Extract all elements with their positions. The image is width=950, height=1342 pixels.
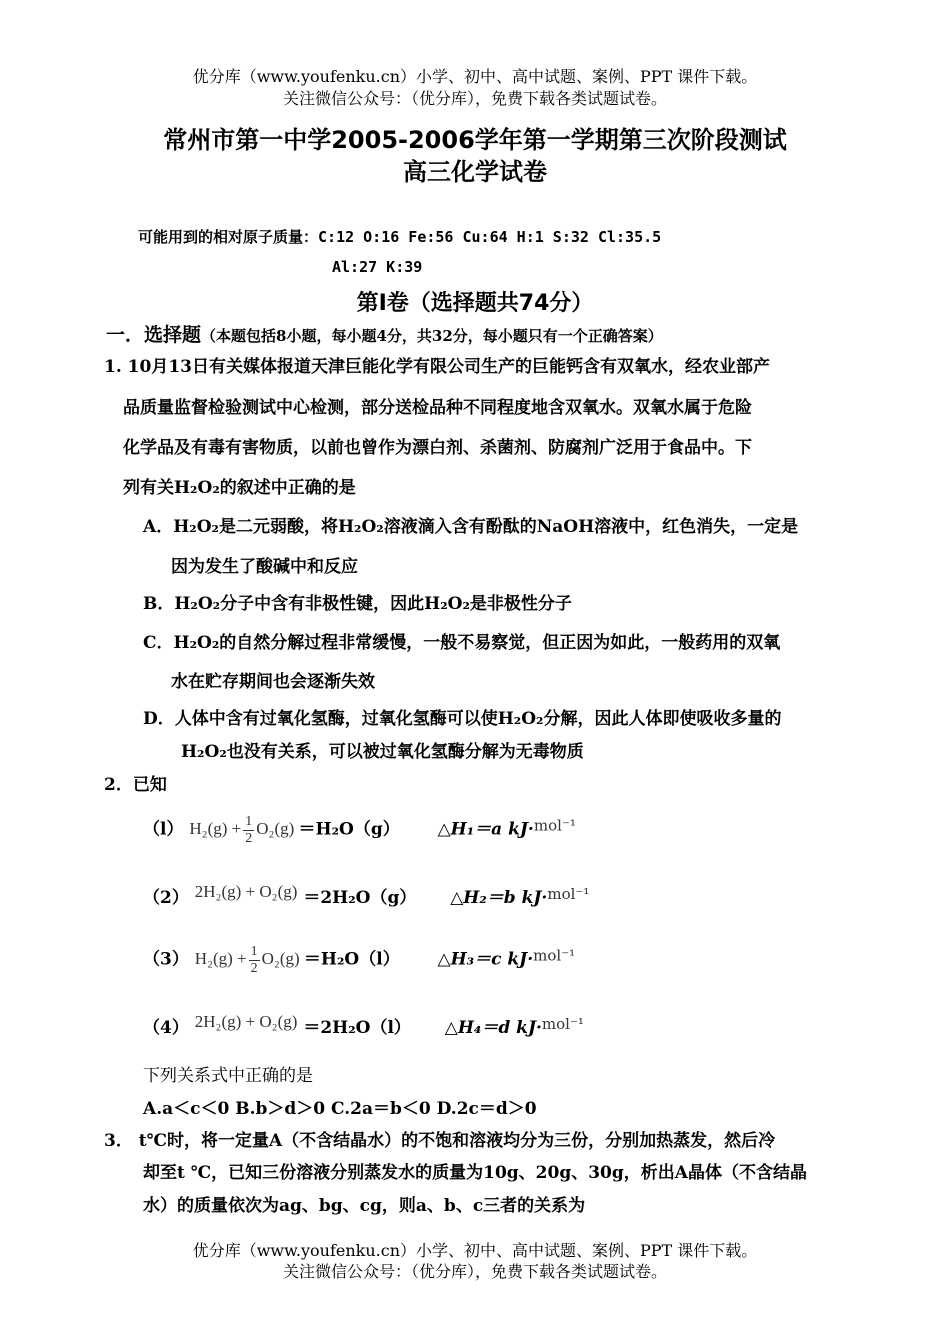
eq3-reactants — [194, 944, 304, 976]
section-1-heading — [106, 320, 663, 347]
q1-line-1: 1. 10月13日有关媒体报道天津巨能化学有限公司生产的巨能钙含有双氧水，经农业部产 — [104, 357, 770, 377]
header-line-2: 关注微信公众号：（优分库），免费下载各类试题试卷。 — [282, 89, 667, 108]
eq4-unit: mol⁻¹ — [541, 1015, 584, 1033]
atomic-masses-line-1: 可能用到的相对原子质量：C:12 O:16 Fe:56 Cu:64 H:1 S:32 Cl:35.5 — [138, 228, 662, 246]
q3-line-1: 3． t℃时，将一定量A（不含结晶水）的不饱和溶液均分为三份，分别加热蒸发，然后冷 — [104, 1131, 776, 1151]
eq1-number: （l） — [143, 819, 184, 840]
q2-equation-1 — [143, 814, 576, 847]
eq4-reactants: 2H₂(g) + O₂(g) — [194, 1012, 298, 1031]
q1-option-d-line-2: H₂O₂也没有关系，可以被过氧化氢酶分解为无毒物质 — [181, 742, 584, 762]
eq2-unit: mol⁻¹ — [547, 885, 590, 903]
eq3-reactant-h2: H₂(g) + — [194, 949, 247, 969]
q1-line-4: 列有关H₂O₂的叙述中正确的是 — [123, 478, 356, 498]
eq3-number: （3） — [143, 949, 189, 970]
q2-equation-3 — [143, 944, 575, 977]
eq1-enthalpy: △H₁＝a kJ· — [437, 819, 534, 840]
eq3-product: ＝H₂O（l） — [303, 949, 400, 970]
eq3-unit: mol⁻¹ — [533, 946, 576, 965]
q1-option-c-line-2: 水在贮存期间也会逐渐失效 — [171, 672, 375, 692]
eq3-fraction — [249, 944, 260, 977]
eq1-reactants — [189, 814, 298, 846]
eq2-number: （2） — [143, 888, 189, 908]
eq1-unit: mol⁻¹ — [533, 816, 576, 835]
header-line-1: 优分库（www.youfenku.cn）小学、初中、高中试题、案例、PPT 课件下载。 — [192, 67, 758, 86]
exam-title-line-2: 高三化学试卷 — [403, 158, 547, 186]
q1-line-3: 化学品及有毒有害物质，以前也曾作为漂白剂、杀菌剂、防腐剂广泛用于食品中。下 — [123, 438, 752, 458]
q1-option-c-line-1: C．H₂O₂的自然分解过程非常缓慢，一般不易察觉，但正因为如此，一般药用的双氧 — [143, 633, 781, 653]
q3-line-2: 却至t ℃，已知三份溶液分别蒸发水的质量为10g、20g、30g，析出A晶体（不含结晶 — [143, 1163, 807, 1183]
section-1-label: 一．选择题 — [106, 324, 202, 346]
eq1-reactant-o2: O₂(g) — [256, 819, 295, 839]
q1-option-b: B．H₂O₂分子中含有非极性键，因此H₂O₂是非极性分子 — [143, 594, 572, 614]
q2-equation-4 — [143, 1012, 584, 1038]
section-1-note: （本题包括8小题，每小题4分，共32分，每小题只有一个正确答案） — [201, 327, 663, 345]
q1-option-d-line-1: D．人体中含有过氧化氢酶，过氧化氢酶可以使H₂O₂分解，因此人体即使吸收多量的 — [143, 709, 782, 729]
eq1-frac-den: 2 — [245, 831, 253, 846]
exam-title-line-1: 常州市第一中学2005-2006学年第一学期第三次阶段测试 — [163, 126, 787, 154]
q1-option-a-line-2: 因为发生了酸碱中和反应 — [171, 557, 358, 577]
eq1-frac-num: 1 — [245, 814, 253, 829]
atomic-masses-line-2: Al:27 K:39 — [332, 258, 423, 276]
eq2-product: ＝2H₂O（g） — [303, 888, 417, 908]
q1-option-a-line-1: A．H₂O₂是二元弱酸，将H₂O₂溶液滴入含有酚酞的NaOH溶液中，红色消失，一定是 — [143, 517, 799, 537]
eq3-reactant-o2: O₂(g) — [261, 949, 300, 969]
eq3-frac-num: 1 — [250, 944, 258, 959]
q1-line-2: 品质量监督检验测试中心检测，部分送检品种不同程度地含双氧水。双氧水属于危险 — [123, 398, 752, 418]
volume-title: 第Ⅰ卷（选择题共74分） — [356, 291, 594, 316]
q3-line-3: 水）的质量依次为ag、bg、cg，则a、b、c三者的关系为 — [143, 1196, 586, 1216]
eq1-reactant-h2: H₂(g) + — [189, 819, 242, 839]
eq4-product: ＝2H₂O（l） — [303, 1018, 411, 1038]
eq3-enthalpy: △H₃＝c kJ· — [437, 949, 534, 970]
eq2-reactants: 2H₂(g) + O₂(g) — [194, 882, 298, 901]
footer-line-1: 优分库（www.youfenku.cn）小学、初中、高中试题、案例、PPT 课件下载。 — [192, 1241, 758, 1260]
q2-question: 下列关系式中正确的是 — [143, 1066, 313, 1086]
q2-intro: 2．已知 — [104, 775, 167, 795]
eq4-enthalpy: △H₄＝d kJ· — [444, 1018, 542, 1038]
eq1-product: ＝H₂O（g） — [298, 819, 400, 840]
eq1-fraction — [243, 814, 254, 847]
eq3-frac-den: 2 — [250, 961, 258, 976]
q2-options: A.a＜c＜0 B.b＞d＞0 C.2a＝b＜0 D.2c＝d＞0 — [143, 1099, 537, 1119]
q2-equation-2 — [143, 882, 589, 908]
eq2-enthalpy: △H₂＝b kJ· — [450, 888, 548, 908]
footer-line-2: 关注微信公众号：（优分库），免费下载各类试题试卷。 — [282, 1262, 667, 1281]
eq4-number: （4） — [143, 1018, 189, 1038]
